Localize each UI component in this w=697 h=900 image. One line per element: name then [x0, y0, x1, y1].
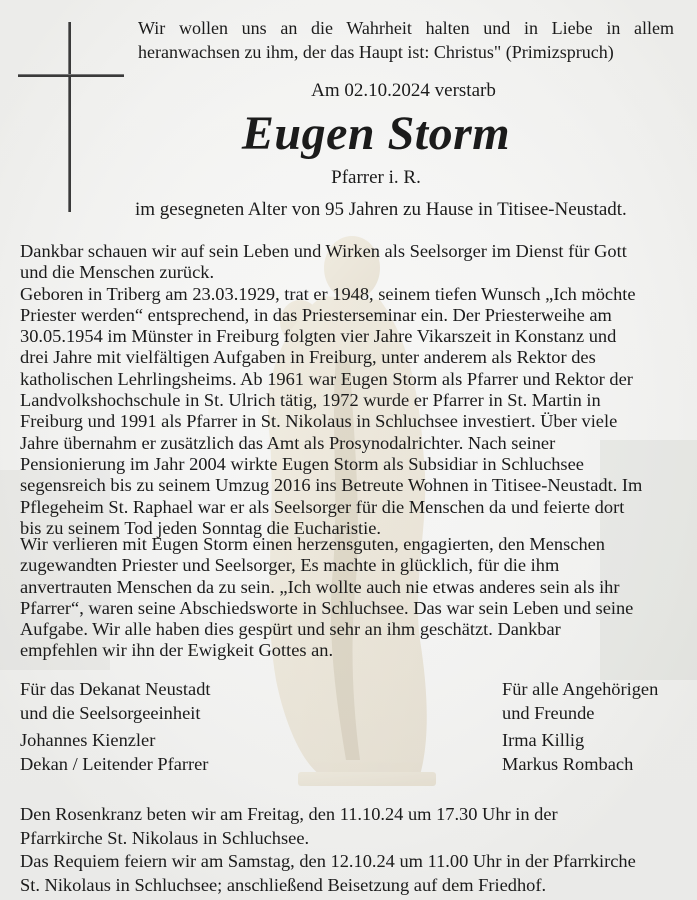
signature-names-left: Johannes Kienzler Dekan / Leitender Pfarrer — [20, 730, 209, 774]
tribute-paragraph: Wir verlieren mit Eugen Storm einen herzensguten, engagierten, den Menschen zugewandten Priester und Seelsorger, Es machte in glücklich, für die ihm anvertrauten Menschen da zu sein. „Ich wollte auch nie etwas anderes sein als ihr Pfarrer“, waren seine Abschiedsworte in Schluchsee. Das war sein Leben und seine Aufgabe. Wir alle haben dies gespürt und sehr an ihm geschätzt. Dankbar empfehlen wir ihn der Ewigkeit Gottes an. — [20, 534, 634, 661]
primiz-motto: Wir wollen uns an die Wahrheit halten und in Liebe in allem heranwachsen zu ihm, der das Haupt ist: Christus" (Primizspruch) — [138, 18, 674, 62]
age-place-line: im gesegneten Alter von 95 Jahren zu Hause in Titisee-Neustadt. — [135, 199, 627, 220]
deceased-name: Eugen Storm — [241, 107, 511, 160]
signature-names-right: Irma Killig Markus Rombach — [502, 730, 634, 774]
death-date-line: Am 02.10.2024 verstarb — [311, 80, 496, 101]
deceased-title: Pfarrer i. R. — [331, 167, 421, 188]
biography-paragraph: Dankbar schauen wir auf sein Leben und Wirken als Seelsorger im Dienst für Gott und die Menschen zurück. Geboren in Triberg am 23.03.1929, trat er 1948, seinem tiefen Wunsch „Ich möchte Priester werden“ entsprechend, in das Priesterseminar ein. Der Priesterweihe am 30.05.1954 im Münster in Freiburg folgten vier Jahre Vikarszeit in Konstanz und drei Jahre mit vielfältigen Aufgaben in Freiburg, unter anderem als Rektor des katholischen Lehrlingsheims. Ab 1961 war Eugen Storm als Pfarrer und Rektor der Landvolkshochschule in St. Ulrich tätig, 1972 wurde er Pfarrer in St. Martin in Freiburg und 1991 als Pfarrer in St. Nikolaus in Schluchsee investiert. Über viele Jahre übernahm er zusätzlich das Amt als Prosynodalrichter. Nach seiner Pensionierung im Jahr 2004 wirkte Eugen Storm als Subsidiar in Schluchsee segensreich bis zu seinem Umzug 2016 ins Betreute Wohnen in Titisee-Neustadt. Im Pflegeheim St. Raphael war er als Seelsorger für die Menschen da und feierte dort bis zu seinem Tod jeden Sonntag die Eucharistie. — [20, 241, 643, 538]
service-announcement: Den Rosenkranz beten wir am Freitag, den 11.10.24 um 17.30 Uhr in der Pfarrkirche St. Nikolaus in Schluchsee. Das Requiem feiern wir am Samstag, den 12.10.24 um 11.00 Uhr in der Pfarrkirche St. Nikolaus in Schluchsee; anschließend Beisetzung auf dem Friedhof. — [20, 804, 636, 895]
signature-group-right: Für alle Angehörigen und Freunde — [502, 679, 659, 723]
signature-group-left: Für das Dekanat Neustadt und die Seelsorgeeinheit — [20, 679, 211, 723]
